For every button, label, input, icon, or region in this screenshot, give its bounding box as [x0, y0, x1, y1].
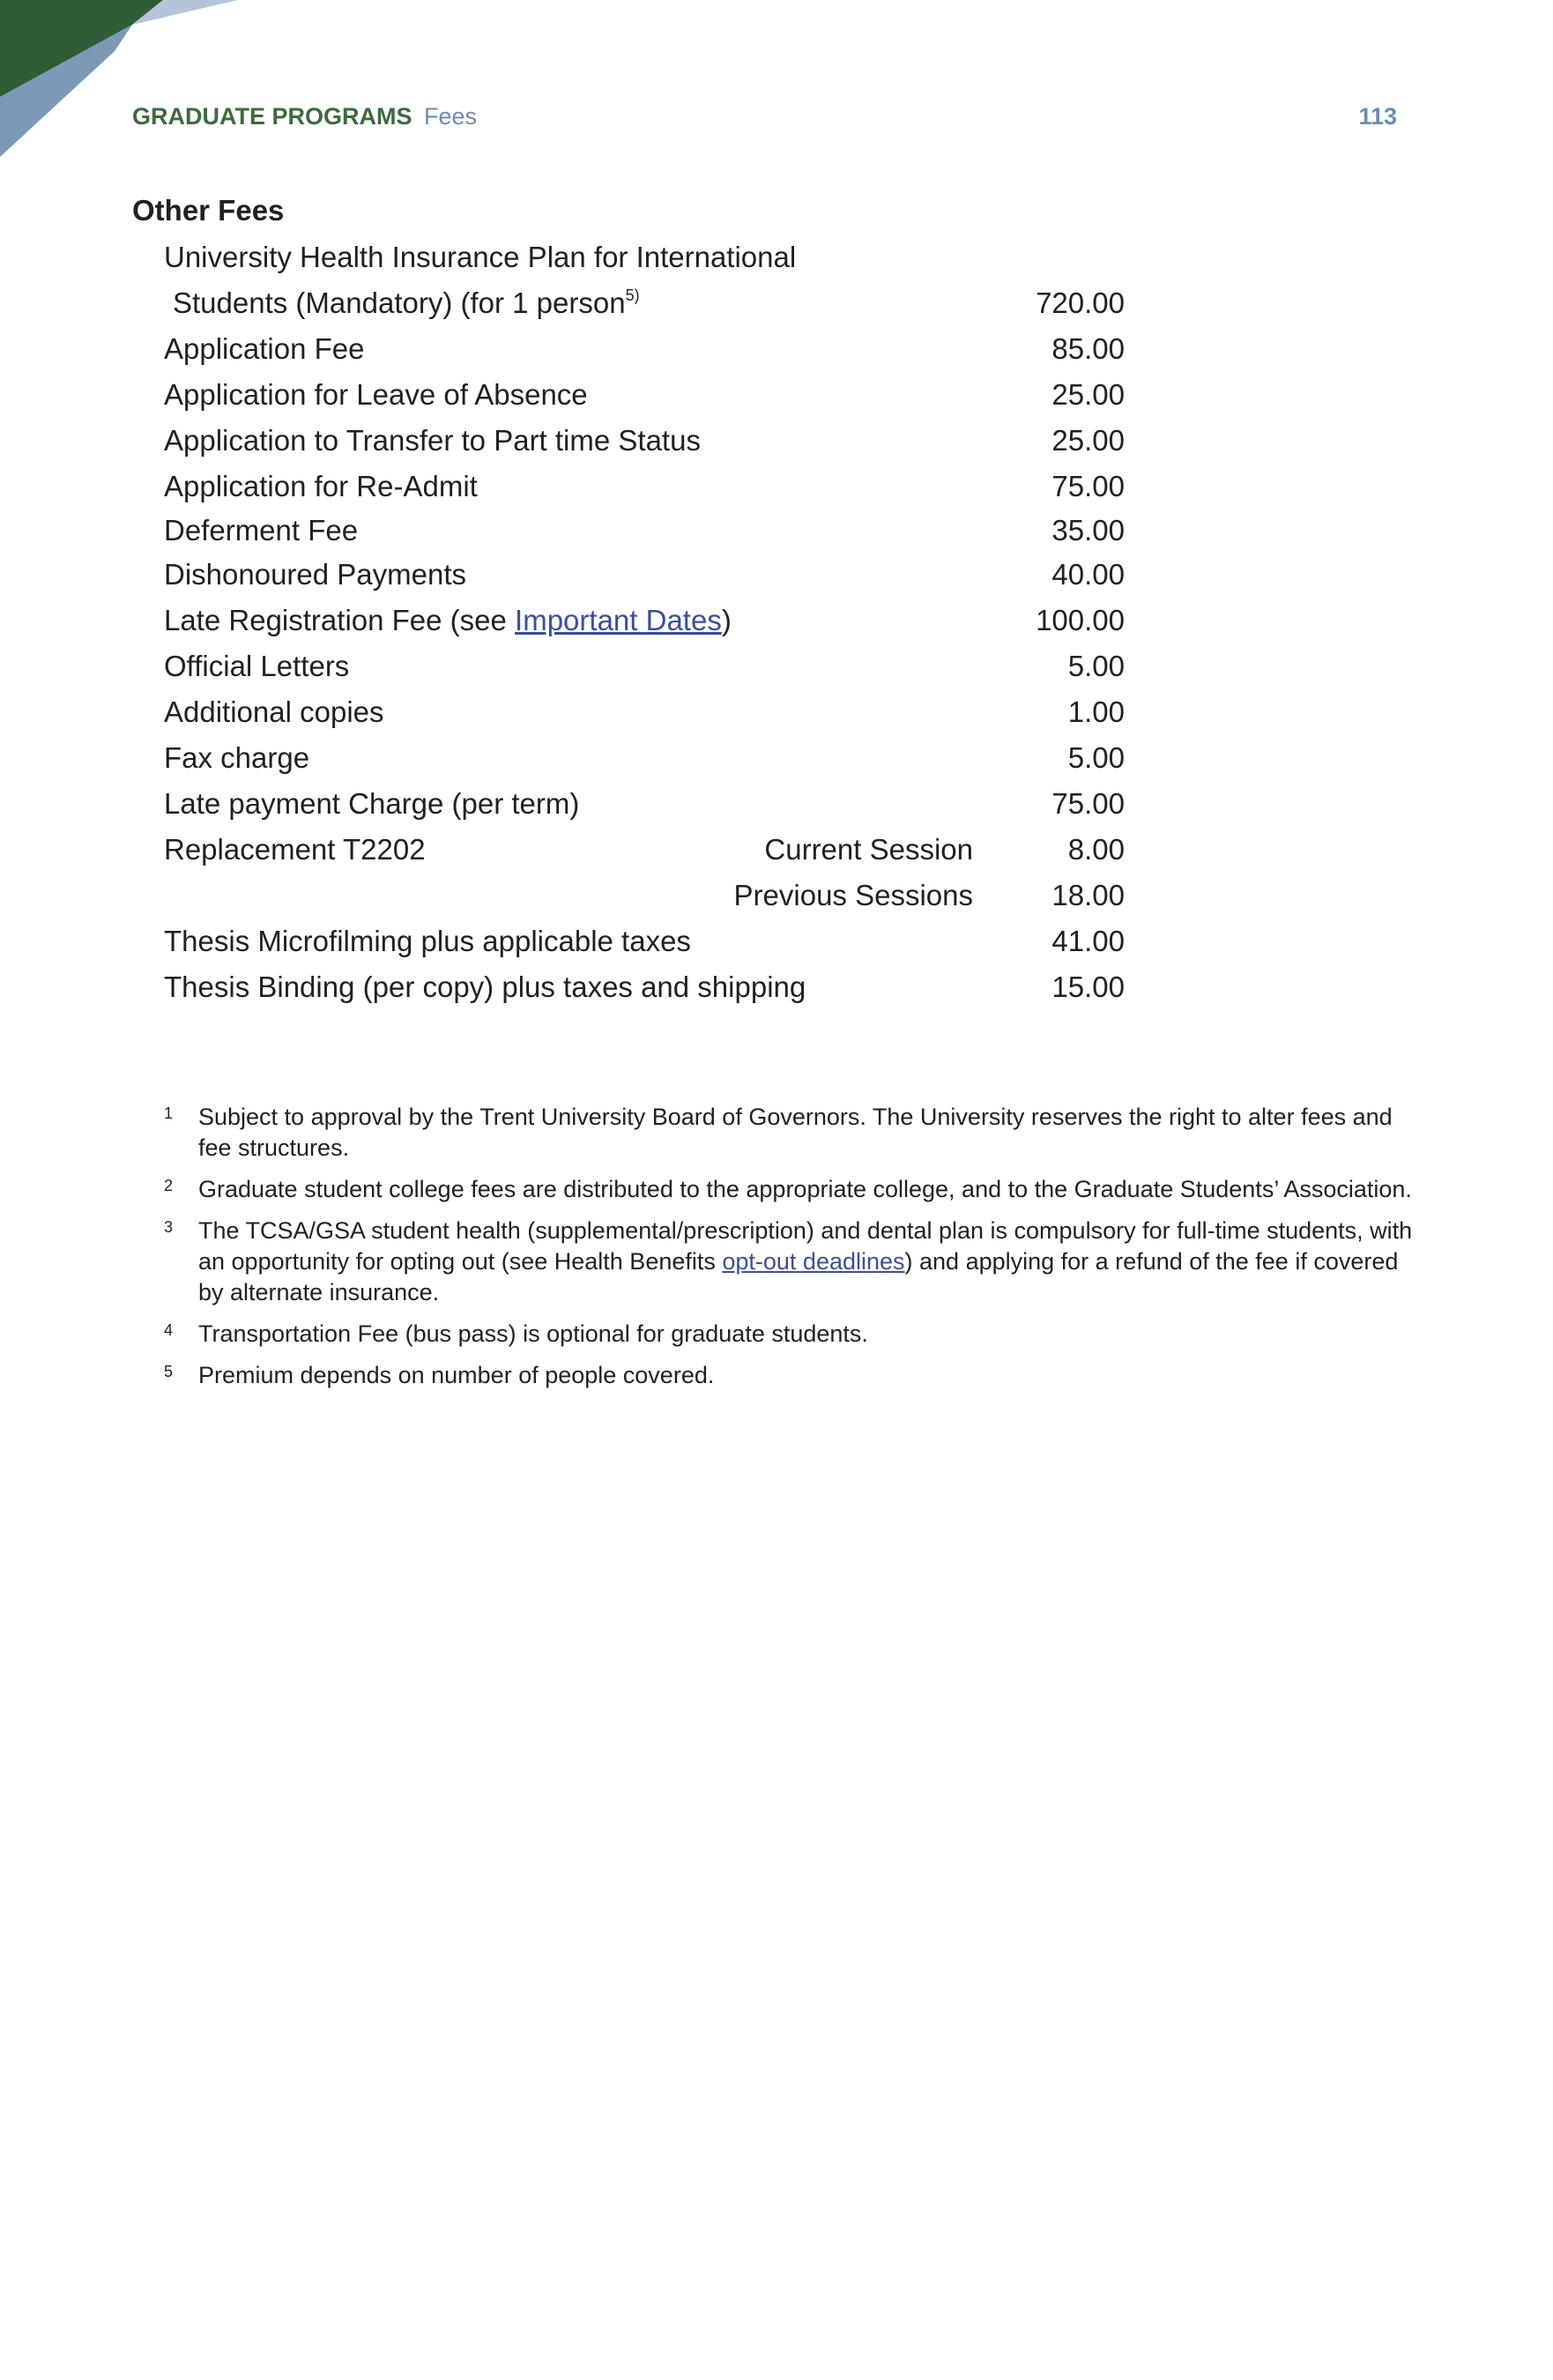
footnote-5 — [164, 1360, 1416, 1391]
fee-label-text: ) — [721, 604, 732, 636]
page-header — [132, 99, 1397, 134]
header-section-title: GRADUATE PROGRAMS — [132, 103, 412, 130]
fee-amount: 41.00 — [1051, 925, 1125, 957]
section-heading: Other Fees — [132, 194, 285, 227]
fee-amount: 1.00 — [1067, 695, 1125, 728]
corner-decoration — [0, 0, 264, 167]
fee-amount: 720.00 — [1036, 286, 1125, 319]
fee-amount: 40.00 — [1051, 558, 1125, 591]
fee-row-late-payment — [164, 781, 1125, 827]
footnote-marker: 3 — [164, 1218, 174, 1236]
fee-amount: 18.00 — [1051, 879, 1125, 911]
fee-amount: 8.00 — [1067, 833, 1125, 866]
footnote-text: Graduate student college fees are distributed to the appropriate college, and to the Graduate Students’ Association. — [198, 1176, 1412, 1202]
footnote-text: The TCSA/GSA student health (supplemental/prescription) and dental plan is compulsory for full-time students, with an opportunity for opting out (see Health Benefits — [198, 1217, 1413, 1275]
fee-label: Thesis Binding (per copy) plus taxes and shipping — [164, 971, 806, 1003]
fee-row-binding — [164, 964, 1125, 1010]
fee-row-deferment — [164, 508, 1125, 554]
fee-row-microfilming — [164, 919, 1125, 964]
fee-amount: 5.00 — [1067, 741, 1125, 774]
fee-amount: 25.00 — [1051, 424, 1125, 457]
footnote-marker: 4 — [164, 1321, 174, 1339]
fee-row-dishonoured — [164, 552, 1125, 598]
fee-row-t2202-current — [164, 827, 1125, 873]
fee-label: Fax charge — [164, 741, 310, 774]
fee-label-text: Late Registration Fee (see — [164, 604, 516, 636]
fee-amount: 85.00 — [1051, 332, 1125, 365]
page-number: 113 — [1358, 103, 1397, 130]
fee-note: Current Session — [764, 833, 973, 866]
fee-amount: 15.00 — [1051, 971, 1125, 1003]
fee-label: Deferment Fee — [164, 514, 359, 547]
footnote-text: Premium depends on number of people covered. — [198, 1362, 715, 1388]
footnotes — [164, 1102, 1416, 1402]
fee-row-application — [164, 326, 1125, 372]
footnote-ref: 5) — [625, 286, 640, 304]
footnote-marker: 5 — [164, 1363, 174, 1380]
fee-amount: 75.00 — [1051, 470, 1125, 502]
important-dates-link[interactable]: Important Dates — [515, 604, 722, 636]
footnote-1 — [164, 1102, 1416, 1164]
fee-label: Application to Transfer to Part time Status — [164, 424, 701, 457]
footnote-text: Transportation Fee (bus pass) is optional for graduate students. — [198, 1320, 868, 1347]
fee-row-additional-copies — [164, 689, 1125, 735]
fee-amount: 35.00 — [1051, 514, 1125, 547]
fee-row-insurance-line1 — [164, 234, 1125, 280]
fee-label: Thesis Microfilming plus applicable taxes — [164, 925, 691, 957]
fee-label: Application for Leave of Absence — [164, 378, 588, 411]
footnote-3 — [164, 1216, 1416, 1308]
fee-label-text: Students (Mandatory) (for 1 person — [173, 286, 626, 319]
fee-amount: 100.00 — [1036, 604, 1125, 636]
fee-label: Late payment Charge (per term) — [164, 787, 580, 820]
footnote-text: ) and applying for a refund of the fee if covered by alternate insurance. — [198, 1248, 1399, 1305]
footnote-2 — [164, 1174, 1416, 1205]
fee-label: Replacement T2202 — [164, 833, 426, 866]
opt-out-deadlines-link[interactable]: opt-out deadlines — [722, 1248, 905, 1275]
header-subsection: Fees — [424, 103, 478, 130]
fee-row-fax-charge — [164, 735, 1125, 781]
fee-row-readmit — [164, 464, 1125, 509]
fee-label: Dishonoured Payments — [164, 558, 467, 591]
fee-label — [173, 280, 640, 326]
fee-note: Previous Sessions — [733, 879, 973, 911]
footnote-text: Subject to approval by the Trent University Board of Governors. The University reserves the right to alter fees and fee structures. — [198, 1104, 1393, 1161]
fee-amount: 75.00 — [1051, 787, 1125, 820]
fee-row-official-letters — [164, 643, 1125, 689]
fee-row-insurance-line2 — [164, 280, 1125, 326]
fee-label: Application Fee — [164, 332, 365, 365]
footnote-marker: 1 — [164, 1104, 174, 1122]
fee-amount: 25.00 — [1051, 378, 1125, 411]
fee-row-t2202-previous — [164, 873, 1125, 919]
fee-amount: 5.00 — [1067, 650, 1125, 682]
fee-label: University Health Insurance Plan for International — [164, 241, 797, 273]
footnote-4 — [164, 1319, 1416, 1350]
fee-label: Application for Re-Admit — [164, 470, 478, 502]
footnote-marker: 2 — [164, 1177, 174, 1194]
fee-row-leave-of-absence — [164, 372, 1125, 418]
corner-green-shape — [0, 0, 163, 97]
fee-row-transfer-part-time — [164, 418, 1125, 464]
fee-label: Additional copies — [164, 695, 384, 728]
fee-label — [164, 598, 732, 643]
fee-label: Official Letters — [164, 650, 350, 682]
fee-row-late-registration — [164, 598, 1125, 643]
